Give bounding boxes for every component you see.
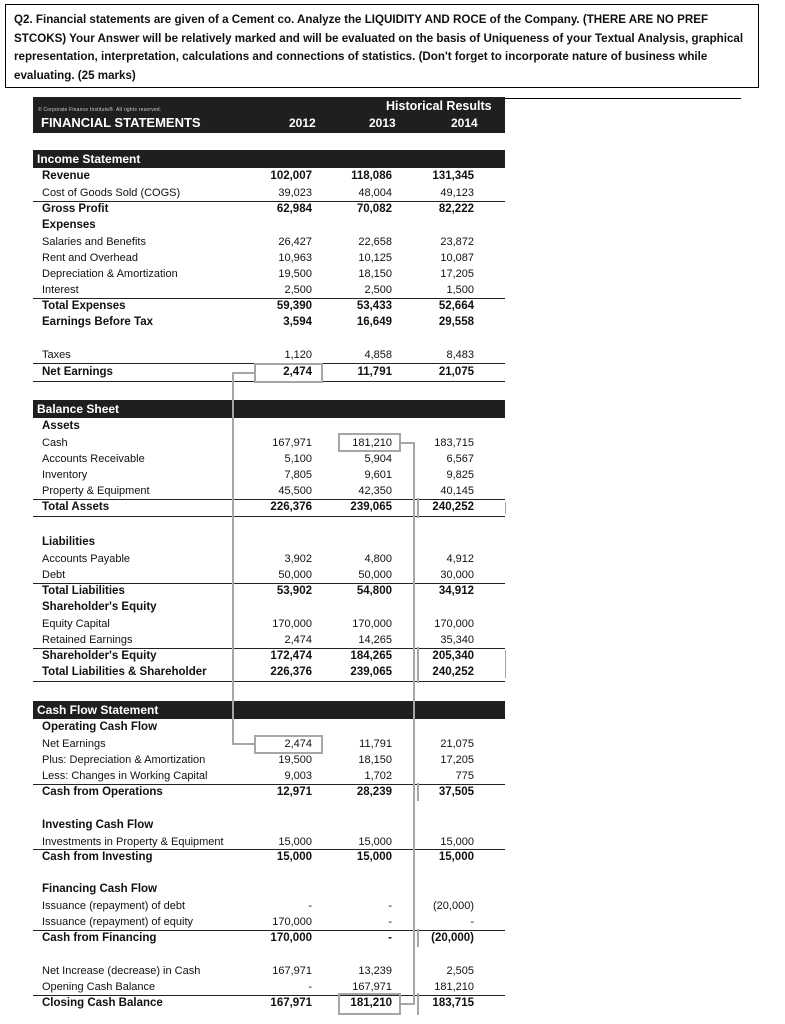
- row-label: Operating Cash Flow: [42, 721, 158, 733]
- connector-net-earnings: [232, 372, 254, 374]
- value-2014: 2,505: [446, 965, 474, 977]
- row-net-increase-cash: [42, 964, 502, 979]
- row-total-expenses: [42, 299, 502, 314]
- column-border-right: [505, 650, 506, 678]
- value-2013: 28,239: [356, 786, 392, 798]
- row-label: Investments in Property & Equipment: [42, 836, 224, 848]
- statement-title: FINANCIAL STATEMENTS: [41, 115, 201, 130]
- highlight-cf-net-earnings-2012: [254, 735, 323, 754]
- year-2013: 2013: [369, 116, 396, 130]
- row-interest: [42, 283, 502, 298]
- row-issuance-equity: [42, 915, 502, 930]
- row-operating-heading: [42, 720, 502, 735]
- row-label: Cost of Goods Sold (COGS): [42, 187, 181, 199]
- value-2013: 170,000: [352, 618, 392, 630]
- row-label: Opening Cash Balance: [42, 981, 156, 993]
- row-cash-from-financing: [42, 931, 502, 946]
- value-2014: 29,558: [438, 316, 474, 328]
- row-cf-investments: [42, 835, 502, 850]
- value-2013: 54,800: [356, 585, 392, 597]
- header-rule: [505, 98, 741, 99]
- value-2013: 42,350: [358, 485, 392, 497]
- value-2013: 11,791: [359, 738, 392, 750]
- value-2012: 10,963: [278, 252, 312, 264]
- row-issuance-debt: [42, 899, 502, 914]
- row-investing-heading: [42, 818, 502, 833]
- value-2012: 15,000: [278, 836, 312, 848]
- value-2013: 22,658: [358, 236, 392, 248]
- value-2012: 226,376: [270, 666, 312, 678]
- value-2014: 21,075: [438, 366, 474, 378]
- column-border-2014: [417, 929, 419, 947]
- row-inventory: [42, 468, 502, 483]
- row-cash-from-operations: [42, 785, 502, 800]
- row-label: Issuance (repayment) of equity: [42, 916, 194, 928]
- highlight-closing-cash-2013: [338, 993, 401, 1015]
- row-cash: [42, 436, 502, 451]
- value-2012: 170,000: [270, 932, 312, 944]
- row-cash-from-investing: [42, 850, 502, 865]
- value-2014: 6,567: [446, 453, 474, 465]
- row-label: Interest: [42, 284, 79, 296]
- historical-results-label: Historical Results: [386, 99, 492, 113]
- row-shareholders-equity: [42, 649, 502, 664]
- value-2014: -: [470, 916, 474, 928]
- copyright-note: © Corporate Finance Institute®. All rights reserved.: [38, 107, 162, 113]
- row-label: Expenses: [42, 219, 96, 231]
- value-2012: 26,427: [278, 236, 312, 248]
- value-2013: 11,791: [357, 366, 392, 378]
- value-2012: 170,000: [272, 618, 312, 630]
- value-2014: 181,210: [434, 981, 474, 993]
- value-2012: 5,100: [284, 453, 312, 465]
- year-2012: 2012: [289, 116, 316, 130]
- row-label: Less: Changes in Working Capital: [42, 770, 208, 782]
- question-box: [5, 4, 759, 88]
- row-label: Shareholder's Equity: [42, 601, 157, 613]
- value-2014: 21,075: [440, 738, 474, 750]
- value-2012: 167,971: [272, 437, 312, 449]
- value-2013: 239,065: [350, 501, 392, 513]
- value-2013: 53,433: [356, 300, 392, 312]
- column-border-right: [505, 502, 506, 514]
- value-2014: 15,000: [440, 836, 474, 848]
- question-text: Q2. Financial statements are given of a Cement co. Analyze the LIQUIDITY AND ROCE of the Company. (THERE ARE NO PREF STCOKS) Your Answer will be relatively marked and will be evaluated on the basis of Uniqueness of your Textual Analysis, graphical representation, interpretation, calculations and connections of statistics. (Don't forget to incorporate nature of business while evaluating. (25 marks): [14, 13, 744, 82]
- row-revenue: [42, 169, 502, 184]
- value-2014: 205,340: [432, 650, 474, 662]
- row-label: Closing Cash Balance: [42, 997, 163, 1009]
- row-label: Financing Cash Flow: [42, 883, 158, 895]
- value-2013: 9,601: [364, 469, 392, 481]
- value-2012: 170,000: [272, 916, 312, 928]
- row-label: Liabilities: [42, 536, 96, 548]
- value-2013: 184,265: [350, 650, 392, 662]
- row-label: Retained Earnings: [42, 634, 133, 646]
- value-2014: 170,000: [434, 618, 474, 630]
- row-opening-cash: [42, 980, 502, 995]
- value-2014: 82,222: [438, 203, 474, 215]
- value-2013: 10,125: [358, 252, 392, 264]
- row-depreciation: [42, 267, 502, 282]
- row-label: Property & Equipment: [42, 485, 150, 497]
- value-2012: 50,000: [278, 569, 312, 581]
- row-label: Taxes: [42, 349, 71, 361]
- balance-sheet-header: Balance Sheet: [33, 400, 505, 418]
- highlight-cash-2013: [338, 433, 401, 452]
- value-2012: 2,474: [284, 738, 312, 750]
- row-retained-earnings: [42, 633, 502, 648]
- value-2012: 2,500: [284, 284, 312, 296]
- value-2012: 226,376: [270, 501, 312, 513]
- column-border-2014: [417, 647, 419, 683]
- value-2012: 59,390: [276, 300, 312, 312]
- value-2012: 9,003: [284, 770, 312, 782]
- value-2014: (20,000): [431, 932, 474, 944]
- value-2014: 1,500: [446, 284, 474, 296]
- row-label: Net Increase (decrease) in Cash: [42, 965, 201, 977]
- value-2012: 167,971: [270, 997, 312, 1009]
- value-2013: 1,702: [364, 770, 392, 782]
- value-2014: 17,205: [440, 754, 474, 766]
- row-property-equipment: [42, 484, 502, 499]
- value-2012: 3,594: [283, 316, 312, 328]
- row-label: Cash from Investing: [42, 851, 153, 863]
- value-2014: 10,087: [440, 252, 474, 264]
- value-2014: 240,252: [432, 501, 474, 513]
- row-label: Depreciation & Amortization: [42, 268, 178, 280]
- value-2014: 4,912: [446, 553, 474, 565]
- value-2014: 35,340: [440, 634, 474, 646]
- connector-net-earnings: [232, 743, 254, 745]
- row-label: Investing Cash Flow: [42, 819, 154, 831]
- value-2012: 19,500: [278, 268, 312, 280]
- row-label: Accounts Receivable: [42, 453, 145, 465]
- value-2013: 118,086: [351, 170, 392, 182]
- value-2014: 37,505: [438, 786, 474, 798]
- row-ebt: [42, 315, 502, 330]
- row-rent: [42, 251, 502, 266]
- value-2014: 240,252: [432, 666, 474, 678]
- value-2013: 4,858: [364, 349, 392, 361]
- row-label: Gross Profit: [42, 203, 109, 215]
- row-total-liabilities: [42, 584, 502, 599]
- year-2014: 2014: [451, 116, 478, 130]
- value-2014: 30,000: [440, 569, 474, 581]
- row-label: Salaries and Benefits: [42, 236, 146, 248]
- value-2013: -: [388, 932, 392, 944]
- value-2013: 13,239: [358, 965, 392, 977]
- row-label: Shareholder's Equity: [42, 650, 157, 662]
- value-2014: (20,000): [433, 900, 474, 912]
- value-2012: -: [308, 900, 312, 912]
- row-total-assets: [42, 500, 502, 515]
- row-financing-heading: [42, 882, 502, 897]
- value-2012: 45,500: [278, 485, 312, 497]
- income-statement-header: Income Statement: [33, 150, 505, 168]
- row-taxes: [42, 348, 502, 363]
- row-equity-capital: [42, 617, 502, 632]
- value-2013: 16,649: [356, 316, 392, 328]
- row-label: Equity Capital: [42, 618, 110, 630]
- value-2014: 8,483: [446, 349, 474, 361]
- value-2013: 15,000: [358, 836, 392, 848]
- value-2014: 775: [455, 770, 474, 782]
- row-label: Total Expenses: [42, 300, 126, 312]
- value-2013: 5,904: [364, 453, 392, 465]
- row-label: Net Earnings: [42, 366, 113, 378]
- divider: [33, 516, 505, 517]
- row-label: Accounts Payable: [42, 553, 131, 565]
- row-label: Issuance (repayment) of debt: [42, 900, 186, 912]
- value-2012: 172,474: [270, 650, 312, 662]
- row-accounts-receivable: [42, 452, 502, 467]
- cash-flow-header: Cash Flow Statement: [33, 701, 505, 719]
- value-2012: -: [308, 981, 312, 993]
- value-2013: -: [388, 900, 392, 912]
- row-label: Total Liabilities: [42, 585, 125, 597]
- value-2012: 2,474: [284, 634, 312, 646]
- row-debt: [42, 568, 502, 583]
- value-2014: 9,825: [446, 469, 474, 481]
- connector-cash: [401, 1003, 415, 1005]
- value-2013: 181,210: [350, 997, 392, 1009]
- value-2012: 62,984: [276, 203, 312, 215]
- value-2013: 15,000: [356, 851, 392, 863]
- value-2013: 48,004: [358, 187, 392, 199]
- value-2013: 181,210: [352, 437, 392, 449]
- connector-cash: [413, 442, 415, 1005]
- value-2013: 167,971: [352, 981, 392, 993]
- row-label: Cash from Operations: [42, 786, 163, 798]
- value-2013: 70,082: [356, 203, 392, 215]
- value-2013: 18,150: [358, 268, 392, 280]
- value-2013: 50,000: [358, 569, 392, 581]
- value-2012: 53,902: [276, 585, 312, 597]
- divider: [33, 681, 505, 682]
- value-2014: 52,664: [438, 300, 474, 312]
- value-2013: -: [388, 916, 392, 928]
- value-2014: 17,205: [440, 268, 474, 280]
- column-border-2014: [417, 993, 419, 1015]
- row-label: Cash from Financing: [42, 932, 157, 944]
- value-2014: 183,715: [434, 437, 474, 449]
- row-label: Net Earnings: [42, 738, 106, 750]
- value-2012: 1,120: [284, 349, 312, 361]
- value-2012: 12,971: [276, 786, 312, 798]
- value-2014: 23,872: [440, 236, 474, 248]
- row-cogs: [42, 186, 502, 201]
- value-2012: 39,023: [278, 187, 312, 199]
- row-label: Inventory: [42, 469, 88, 481]
- value-2014: 15,000: [438, 851, 474, 863]
- value-2012: 7,805: [284, 469, 312, 481]
- value-2014: 49,123: [440, 187, 474, 199]
- value-2013: 4,800: [364, 553, 392, 565]
- value-2014: 131,345: [432, 170, 474, 182]
- value-2013: 18,150: [358, 754, 392, 766]
- row-cf-working-capital: [42, 769, 502, 784]
- value-2012: 3,902: [284, 553, 312, 565]
- row-accounts-payable: [42, 552, 502, 567]
- row-expenses-heading: [42, 218, 502, 233]
- row-label: Plus: Depreciation & Amortization: [42, 754, 206, 766]
- value-2012: 15,000: [276, 851, 312, 863]
- value-2014: 40,145: [440, 485, 474, 497]
- value-2012: 19,500: [278, 754, 312, 766]
- row-liabilities-heading: [42, 535, 502, 550]
- row-equity-heading: [42, 600, 502, 615]
- value-2012: 2,474: [283, 366, 312, 378]
- row-gross-profit: [42, 202, 502, 217]
- row-label: Earnings Before Tax: [42, 316, 153, 328]
- highlight-net-earnings-2012: [254, 363, 323, 383]
- row-closing-cash: [42, 996, 502, 1011]
- row-label: Assets: [42, 420, 80, 432]
- value-2013: 239,065: [350, 666, 392, 678]
- row-cf-depreciation: [42, 753, 502, 768]
- value-2013: 2,500: [364, 284, 392, 296]
- value-2013: 14,265: [358, 634, 392, 646]
- row-label: Revenue: [42, 170, 90, 182]
- row-assets-heading: [42, 419, 502, 434]
- connector-net-earnings: [232, 372, 234, 745]
- row-label: Debt: [42, 569, 66, 581]
- value-2012: 102,007: [270, 170, 312, 182]
- row-label: Cash: [42, 437, 68, 449]
- row-salaries: [42, 235, 502, 250]
- row-label: Total Liabilities & Shareholder: [42, 666, 207, 678]
- value-2014: 183,715: [432, 997, 474, 1009]
- row-total-liabilities-equity: [42, 665, 502, 680]
- value-2014: 34,912: [438, 585, 474, 597]
- value-2012: 167,971: [272, 965, 312, 977]
- column-border-2014: [417, 498, 419, 518]
- row-label: Rent and Overhead: [42, 252, 139, 264]
- column-border-2014: [417, 783, 419, 801]
- row-label: Total Assets: [42, 501, 110, 513]
